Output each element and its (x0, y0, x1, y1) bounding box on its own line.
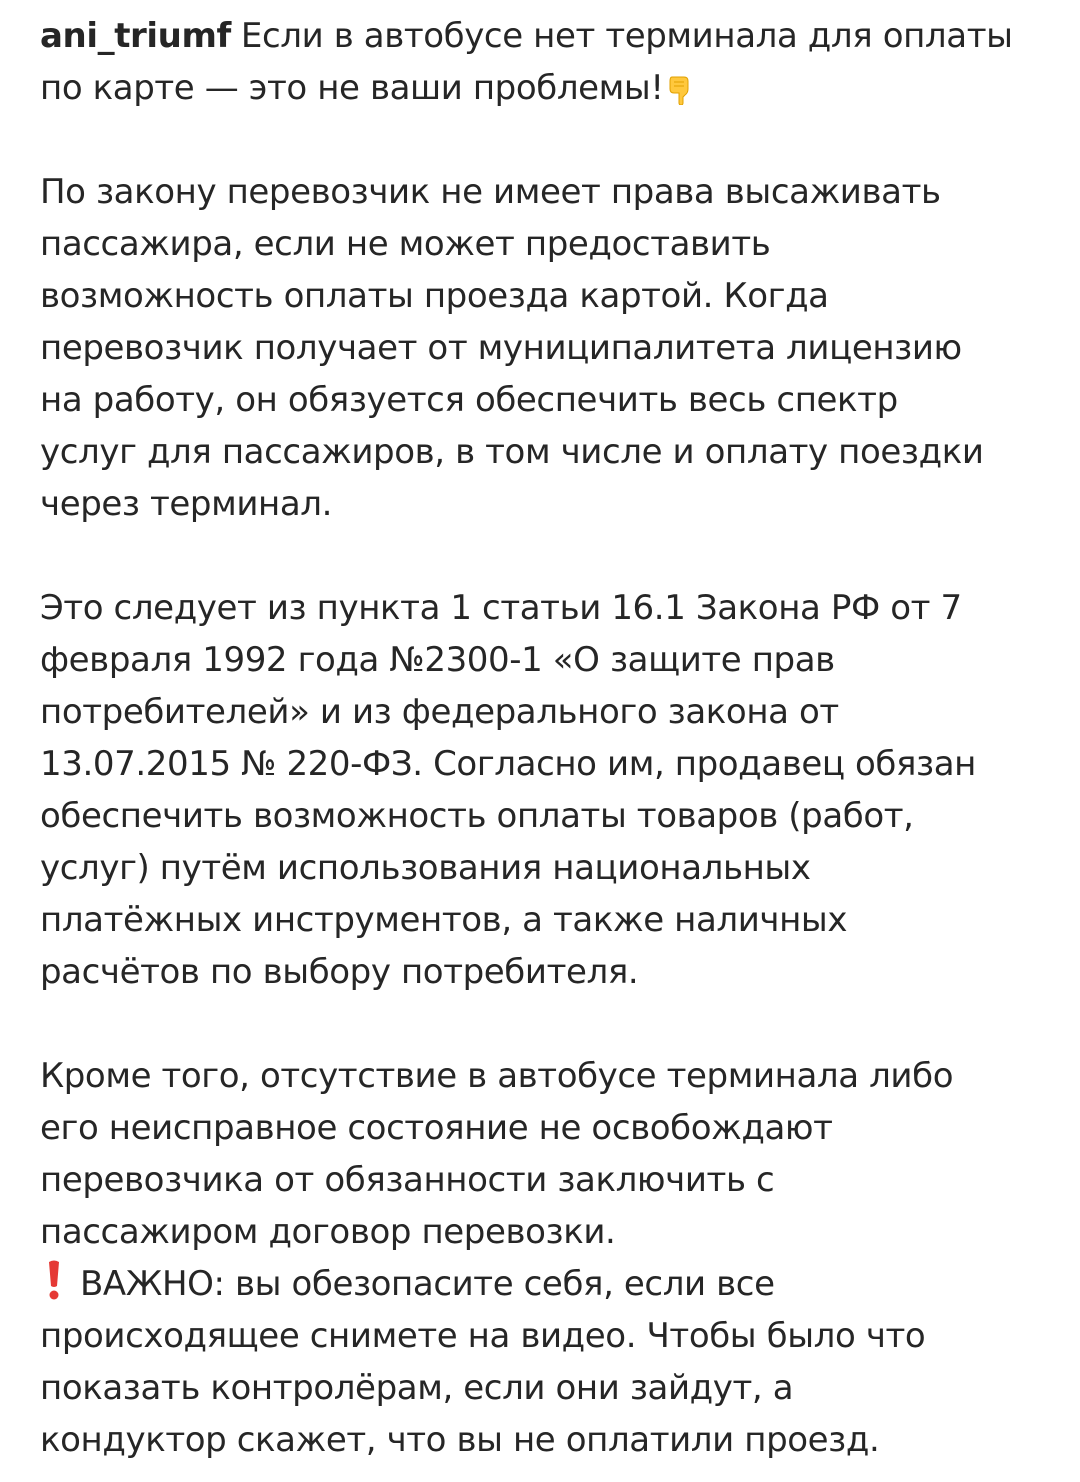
caption-line: пассажира, если не может предоставить (40, 224, 771, 264)
caption-line: кондуктор скажет, что вы не оплатили проезд. (40, 1420, 880, 1460)
caption-line: Кроме того, отсутствие в автобусе терминала либо (40, 1056, 954, 1096)
caption-line: возможность оплаты проезда картой. Когда (40, 276, 829, 316)
caption-line: По закону перевозчик не имеет права высаживать (40, 172, 941, 212)
caption-paragraph-5 (40, 1258, 1050, 1466)
caption-paragraph-2 (40, 166, 1050, 530)
caption-line: услуг для пассажиров, в том числе и оплату поездки (40, 432, 984, 472)
caption-line: обеспечить возможность оплаты товаров (работ, (40, 796, 914, 836)
caption-line: пассажиром договор перевозки. (40, 1212, 616, 1252)
caption-line: по карте — это не ваши проблемы! (40, 68, 664, 108)
caption-line: через терминал. (40, 484, 333, 524)
caption-line: перевозчика от обязанности заключить с (40, 1160, 775, 1200)
caption-line: на работу, он обязуется обеспечить весь спектр (40, 380, 898, 420)
caption-paragraph-4 (40, 1050, 1050, 1258)
caption-line: февраля 1992 года №2300-1 «О защите прав (40, 640, 835, 680)
caption-line: Это следует из пункта 1 статьи 16.1 Закона РФ от 7 (40, 588, 962, 628)
caption-line: платёжных инструментов, а также наличных (40, 900, 848, 940)
caption-line: его неисправное состояние не освобождают (40, 1108, 833, 1148)
caption-line: Если в автобусе нет терминала для оплаты (240, 16, 1013, 56)
username-link[interactable]: ani_triumf (40, 16, 231, 56)
caption-paragraph-3 (40, 582, 1050, 998)
caption-line: 13.07.2015 № 220-ФЗ. Согласно им, продавец обязан (40, 744, 976, 784)
caption-line: расчётов по выбору потребителя. (40, 952, 639, 992)
red-exclamation-mark-icon (44, 1259, 64, 1301)
caption-paragraph-1 (40, 10, 1050, 114)
caption-line: перевозчик получает от муниципалитета лицензию (40, 328, 962, 368)
post-caption (40, 10, 1050, 1466)
caption-line: ВАЖНО: вы обезопасите себя, если все (80, 1264, 775, 1304)
caption-line: услуг) путём использования национальных (40, 848, 811, 888)
backhand-index-pointing-down-icon (668, 68, 692, 98)
caption-line: происходящее снимете на видео. Чтобы было что (40, 1316, 926, 1356)
caption-line: показать контролёрам, если они зайдут, а (40, 1368, 794, 1408)
caption-line: потребителей» и из федерального закона от (40, 692, 839, 732)
